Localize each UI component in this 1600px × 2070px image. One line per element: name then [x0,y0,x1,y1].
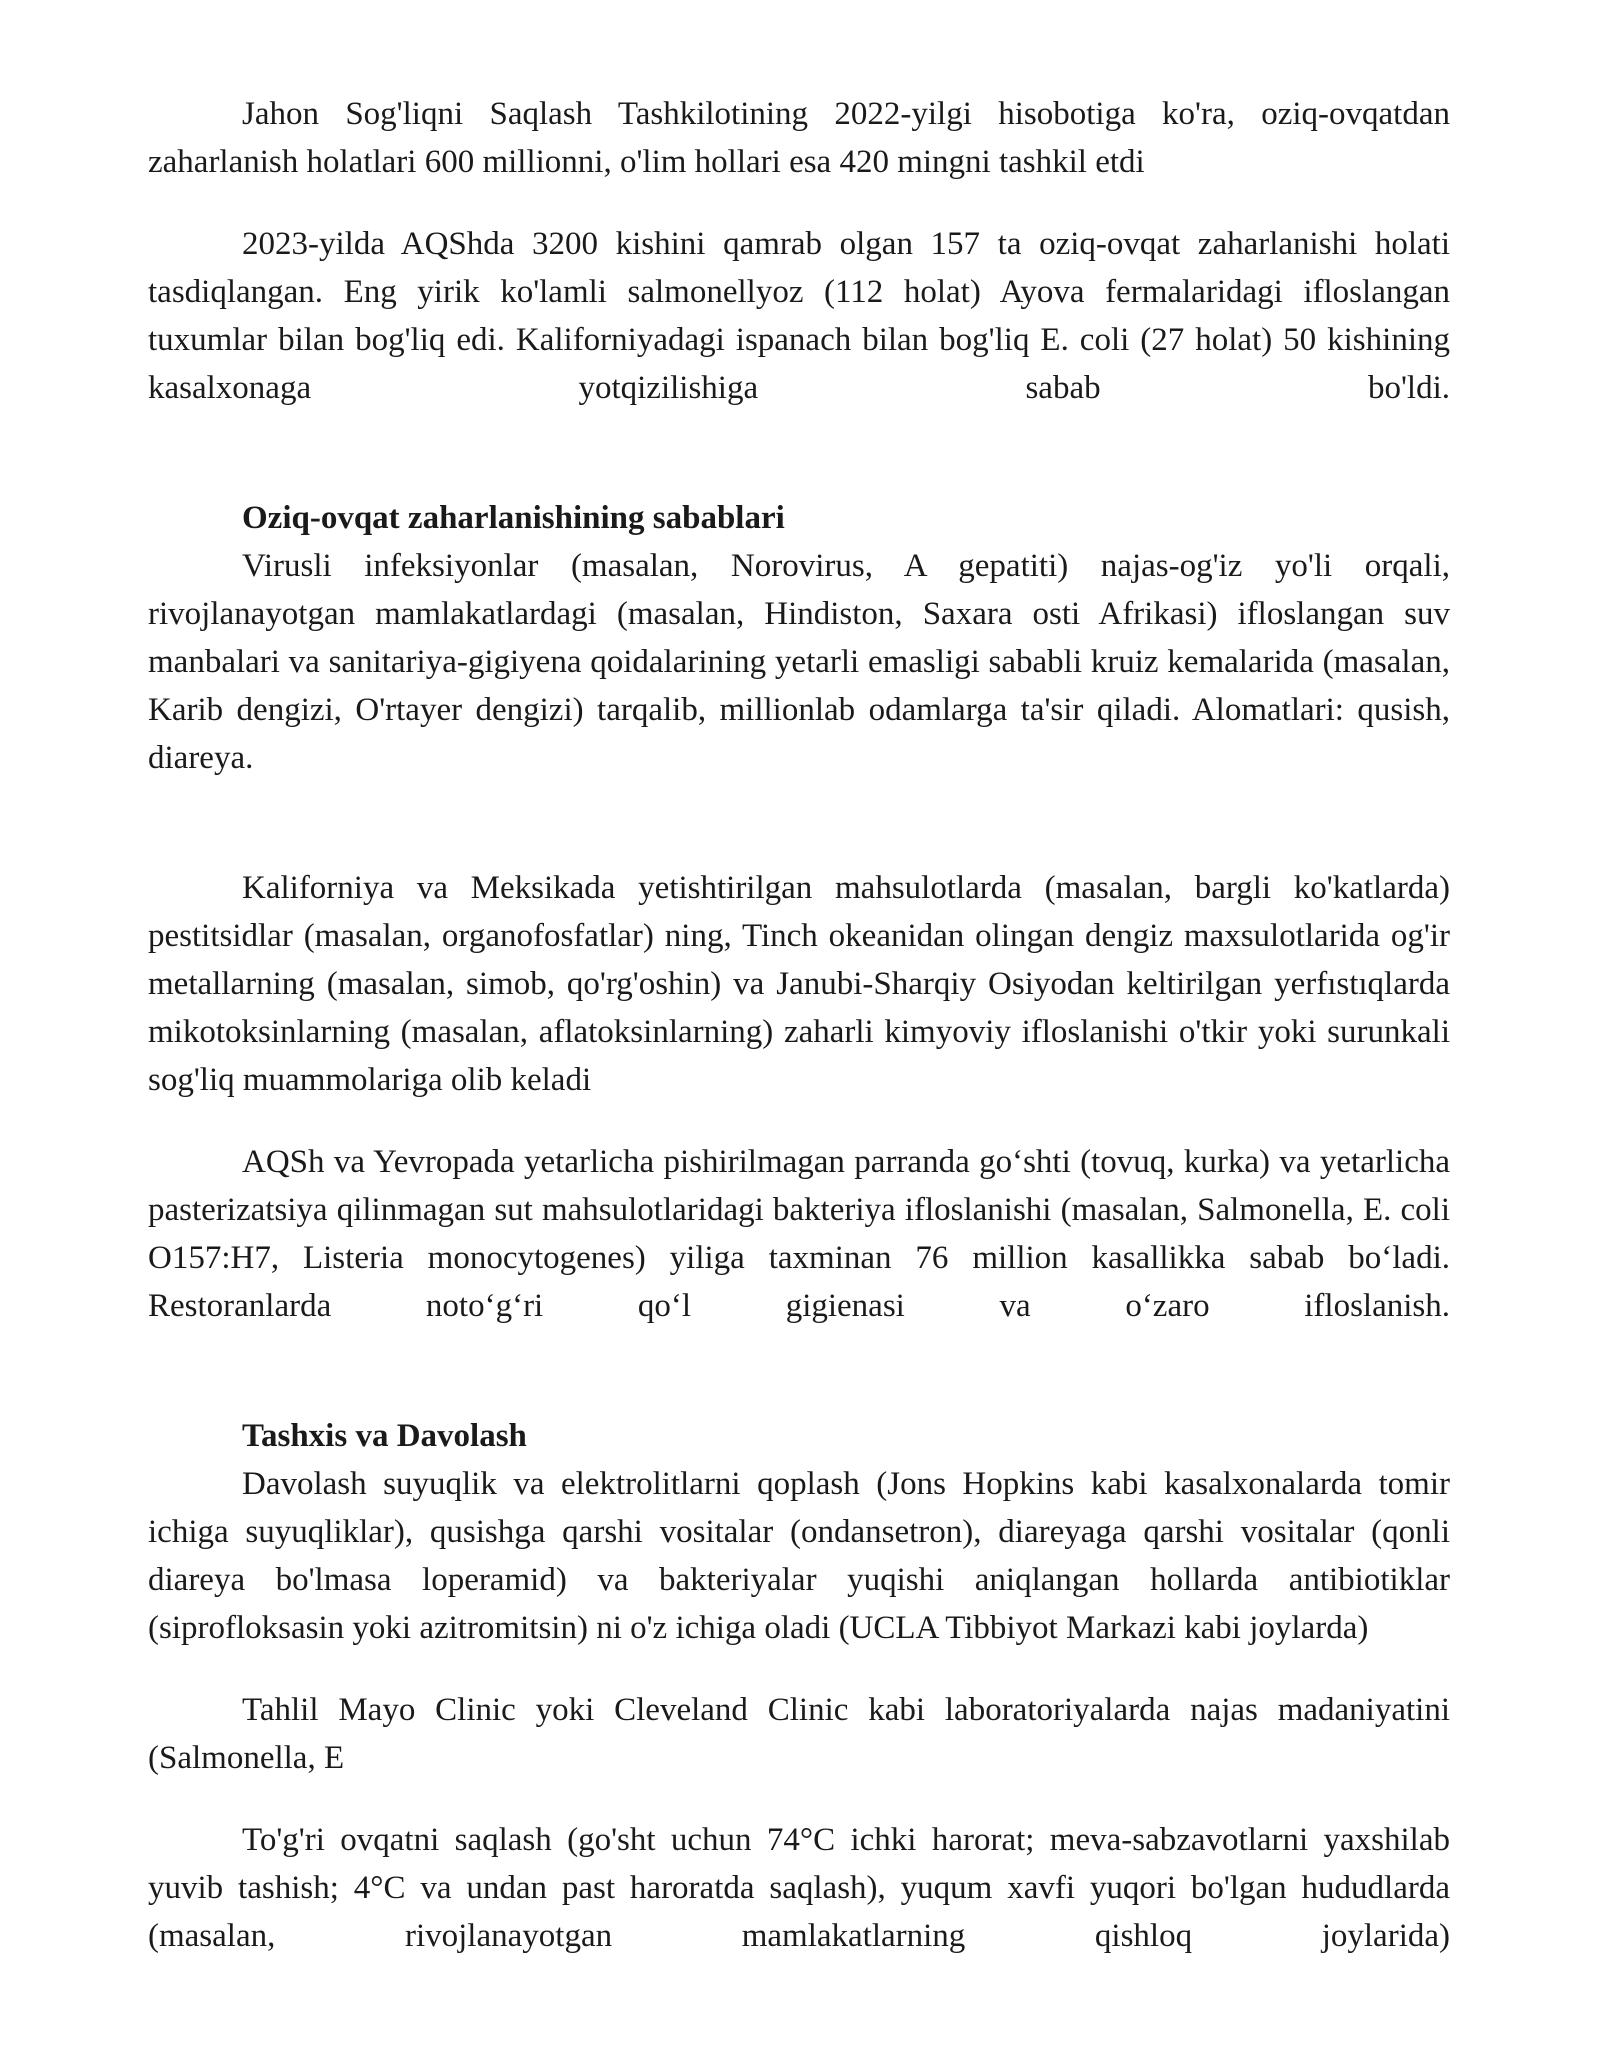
document-page [148,90,1450,1960]
paragraph-chemical-contamination: Kaliforniya va Meksikada yetishtirilgan mahsulotlarda (masalan, bargli ko'katlarda) pestitsidlar (masalan, organofosfatlar) ning, Tinch okeanidan olingan dengiz maxsulotlarida og'ir metallarning (masalan, simob, qo'rg'oshin) va Janubi-Sharqiy Osiyodan keltirilgan yerfıstıqlarda mikotoksinlarning (masalan, aflatoksinlarning) zaharli kimyoviy ifloslanishi o'tkir yoki surunkali sog'liq muammolariga olib keladi [148,870,1450,1098]
paragraph-who-report: Jahon Sog'liqni Saqlash Tashkilotining 2022-yilgi hisobotiga ko'ra, oziq-ovqatdan zaharlanish holatlari 600 millionni, o'lim hollari esa 420 mingni tashkil etdi [148,96,1450,180]
heading-causes: Oziq-ovqat zaharlanishining sabablari [242,500,785,536]
paragraph-analysis: Tahlil Mayo Clinic yoki Cleveland Clinic kabi laboratoriyalarda najas madaniyatini (Salmonella, E [148,1692,1450,1776]
paragraph-bacterial-contamination: AQSh va Yevropada yetarlicha pishirilmagan parranda go‘shti (tovuq, kurka) va yetarlicha pasterizatsiya qilinmagan sut mahsulotlaridagi bakteriya ifloslanishi (masalan, Salmonella, E. coli O157:H7, Listeria monocytogenes) yiliga taxminan 76 million kasallikka sabab bo‘ladi. Restoranlarda noto‘g‘ri qo‘l gigienasi va o‘zaro ifloslanish. [148,1144,1450,1324]
paragraph-usa-2023: 2023-yilda AQShda 3200 kishini qamrab olgan 157 ta oziq-ovqat zaharlanishi holati tasdiqlangan. Eng yirik ko'lamli salmonellyoz (112 holat) Ayova fermalaridagi ifloslangan tuxumlar bilan bog'liq edi. Kaliforniyadagi ispanach bilan bog'liq E. coli (27 holat) 50 kishining kasalxonaga yotqizilishiga sabab bo'ldi. [148,226,1450,406]
paragraph-food-storage: To'g'ri ovqatni saqlash (go'sht uchun 74°C ichki harorat; meva-sabzavotlarni yaxshilab yuvib tashish; 4°C va undan past haroratda saqlash), yuqum xavfi yuqori bo'lgan hududlarda (masalan, rivojlanayotgan mamlakatlarning qishloq joylarida) [148,1822,1450,1954]
paragraph-treatment: Davolash suyuqlik va elektrolitlarni qoplash (Jons Hopkins kabi kasalxonalarda tomir ichiga suyuqliklar), qusishga qarshi vositalar (ondansetron), diareyaga qarshi vositalar (qonli diareya bo'lmasa loperamid) va bakteriyalar yuqishi aniqlangan hollarda antibiotiklar (siprofloksasin yoki azitromitsin) ni o'z ichiga oladi (UCLA Tibbiyot Markazi kabi joylarda) [148,1466,1450,1646]
paragraph-viral-infections: Virusli infeksiyonlar (masalan, Norovirus, A gepatiti) najas-og'iz yo'li orqali, rivojlanayotgan mamlakatlardagi (masalan, Hindiston, Saxara osti Afrikasi) ifloslangan suv manbalari va sanitariya-gigiyena qoidalarining yetarli emasligi sababli kruiz kemalarida (masalan, Karib dengizi, O'rtayer dengizi) tarqalib, millionlab odamlarga ta'sir qiladi. Alomatlari: qusish, diareya. [148,548,1450,776]
heading-diagnosis-treatment: Tashxis va Davolash [242,1418,527,1454]
